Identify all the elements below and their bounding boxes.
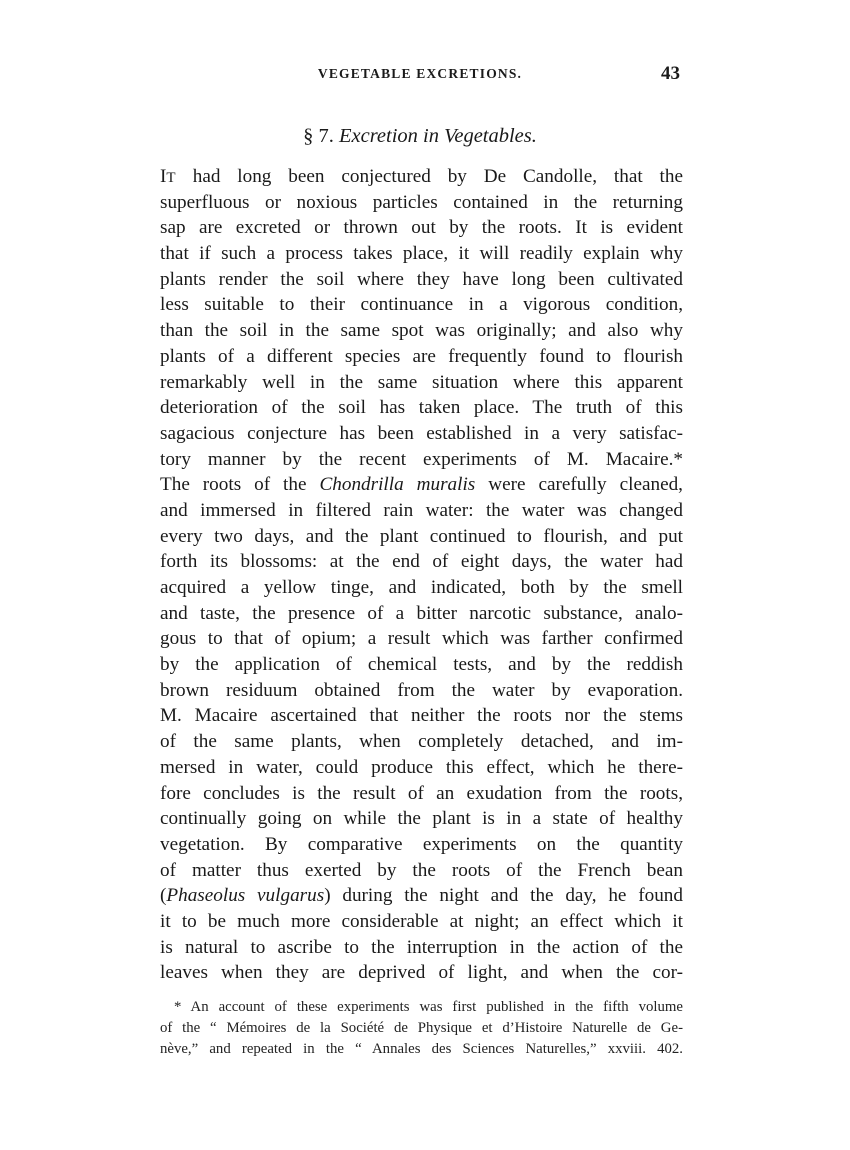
- text-line: forth its blossoms: at the end of eight days, the water had: [160, 551, 683, 573]
- text-line: it to be much more considerable at night; an effect which it: [160, 910, 683, 932]
- text-line: brown residuum obtained from the water by evaporation.: [160, 679, 683, 701]
- text-line: fore concludes is the result of an exudation from the roots,: [160, 782, 683, 804]
- text-line-segment: were carefully cleaned,: [475, 474, 683, 496]
- text-line-segment: had long been conjectured by De Candolle, that the: [175, 166, 683, 187]
- section-title: Excretion in Vegetables.: [338, 125, 537, 147]
- text-line: of the same plants, when completely detached, and im-: [160, 731, 683, 753]
- text-line: plants render the soil where they have long been cultivated: [160, 268, 683, 290]
- text-line: [160, 164, 683, 190]
- text-line: sagacious conjecture has been established in a very satisfac-: [160, 422, 683, 444]
- text-line: and taste, the presence of a bitter narcotic substance, analo-: [160, 602, 683, 624]
- text-line: every two days, and the plant continued to flourish, and put: [160, 525, 683, 547]
- text-line: that if such a process takes place, it will readily explain why: [160, 243, 683, 265]
- running-head: [160, 62, 680, 86]
- text-line: is natural to ascribe to the interruption in the action of the: [160, 936, 683, 958]
- text-line: remarkably well in the same situation where this apparent: [160, 371, 683, 393]
- text-line: M. Macaire ascertained that neither the roots nor the stems: [160, 705, 683, 727]
- text-line: [160, 883, 683, 909]
- footnote-line: of the “ Mémoires de la Société de Physique et d’Histoire Naturelle de Ge-: [160, 1020, 683, 1036]
- text-line: gous to that of opium; a result which was farther confirmed: [160, 628, 683, 650]
- text-line: deterioration of the soil has taken place. The truth of this: [160, 397, 683, 419]
- text-line: by the application of chemical tests, and by the reddish: [160, 654, 683, 676]
- text-line: superfluous or noxious particles contained in the returning: [160, 191, 683, 213]
- page-number: 43: [661, 63, 680, 84]
- footnote-line: nève,” and repeated in the “ Annales des Sciences Naturelles,” xxviii. 402.: [160, 1041, 683, 1057]
- text-line: sap are excreted or thrown out by the roots. It is evident: [160, 217, 683, 239]
- section-number: § 7.: [303, 125, 334, 147]
- text-line: vegetation. By comparative experiments on the quantity: [160, 833, 683, 855]
- running-title: VEGETABLE EXCRETIONS.: [317, 66, 523, 81]
- species-name: Chondrilla muralis: [319, 474, 476, 496]
- text-line-segment: ) during the night and the day, he found: [324, 885, 683, 907]
- text-line-segment: The roots of the: [160, 474, 320, 496]
- text-line: less suitable to their continuance in a vigorous condition,: [160, 294, 683, 316]
- text-line: [160, 472, 683, 498]
- text-line: of matter thus exerted by the roots of the French bean: [160, 859, 683, 881]
- species-name: Phaseolus vulgarus: [166, 885, 325, 907]
- section-heading: [160, 122, 680, 150]
- text-line-segment: (: [160, 885, 167, 907]
- text-line: acquired a yellow tinge, and indicated, both by the smell: [160, 577, 683, 598]
- text-line: leaves when they are deprived of light, and when the cor-: [160, 962, 683, 984]
- text-line: than the soil in the same spot was originally; and also why: [160, 320, 683, 342]
- footnote: [160, 997, 683, 1060]
- initial-capital: I: [160, 166, 167, 187]
- body-paragraph: [160, 164, 683, 986]
- text-line: mersed in water, could produce this effect, which he there-: [160, 756, 683, 778]
- initial-small-capital: T: [166, 170, 176, 186]
- text-line: tory manner by the recent experiments of M. Macaire.*: [160, 448, 683, 470]
- text-line: continually going on while the plant is in a state of healthy: [160, 808, 683, 830]
- text-line: and immersed in filtered rain water: the water was changed: [160, 499, 683, 521]
- footnote-line: * An account of these experiments was first published in the fifth volume: [174, 999, 683, 1015]
- text-line: plants of a different species are frequently found to flourish: [160, 345, 683, 367]
